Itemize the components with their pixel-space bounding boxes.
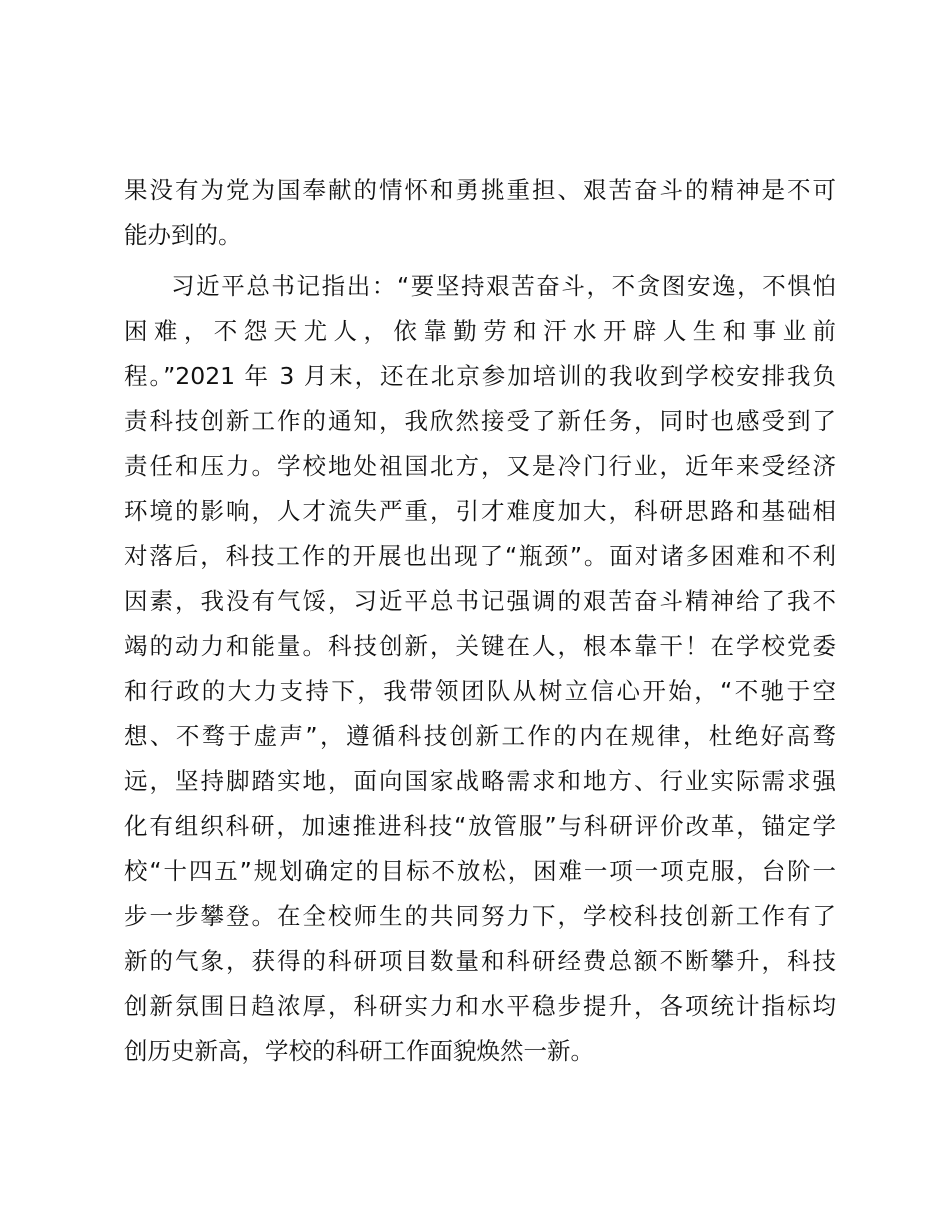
paragraph-2-line-10: 和行政的大力支持下，我带领团队从树立信心开始，“不驰于空 [124, 677, 836, 705]
paragraph-2-line-11: 想、不骛于虚声”，遵循科技创新工作的内在规律，杜绝好高骛 [124, 722, 836, 750]
paragraph-2-line-1: 习近平总书记指出：“要坚持艰苦奋斗，不贪图安逸，不惧怕 [171, 272, 836, 300]
paragraph-2-line-8: 因素，我没有气馁，习近平总书记强调的艰苦奋斗精神给了我不 [124, 587, 836, 615]
paragraph-2-line-12: 远，坚持脚踏实地，面向国家战略需求和地方、行业实际需求强 [124, 767, 836, 795]
paragraph-2-line-9: 竭的动力和能量。科技创新，关键在人，根本靠干！在学校党委 [124, 632, 836, 660]
paragraph-2-line-14: 校“十四五”规划确定的目标不放松，困难一项一项克服，台阶一 [124, 857, 836, 885]
paragraph-2-line-18: 创历史新高，学校的科研工作面貌焕然一新。 [124, 1037, 594, 1065]
paragraph-2-line-7: 对落后，科技工作的开展也出现了“瓶颈”。面对诸多困难和不利 [124, 542, 836, 570]
paragraph-2-line-13: 化有组织科研，加速推进科技“放管服”与科研评价改革，锚定学 [124, 812, 836, 840]
paragraph-1-line-1: 果没有为党为国奉献的情怀和勇挑重担、艰苦奋斗的精神是不可 [124, 176, 836, 204]
paragraph-2-line-5: 责任和压力。学校地处祖国北方，又是冷门行业，近年来受经济 [124, 452, 836, 480]
paragraph-2-line-6: 环境的影响，人才流失严重，引才难度加大，科研思路和基础相 [124, 497, 836, 525]
paragraph-1-line-2: 能办到的。 [124, 221, 242, 249]
paragraph-2-line-2: 困难，不怨天尤人，依靠勤劳和汗水开辟人生和事业前 [124, 317, 836, 345]
paragraph-2-line-16: 新的气象，获得的科研项目数量和科研经费总额不断攀升，科技 [124, 947, 836, 975]
paragraph-2-line-3: 程。”2021 年 3 月末，还在北京参加培训的我收到学校安排我负 [124, 362, 836, 390]
paragraph-2-line-15: 步一步攀登。在全校师生的共同努力下，学校科技创新工作有了 [124, 902, 836, 930]
paragraph-2-line-4: 责科技创新工作的通知，我欣然接受了新任务，同时也感受到了 [124, 407, 836, 435]
paragraph-2-line-17: 创新氛围日趋浓厚，科研实力和水平稳步提升，各项统计指标均 [124, 992, 836, 1020]
